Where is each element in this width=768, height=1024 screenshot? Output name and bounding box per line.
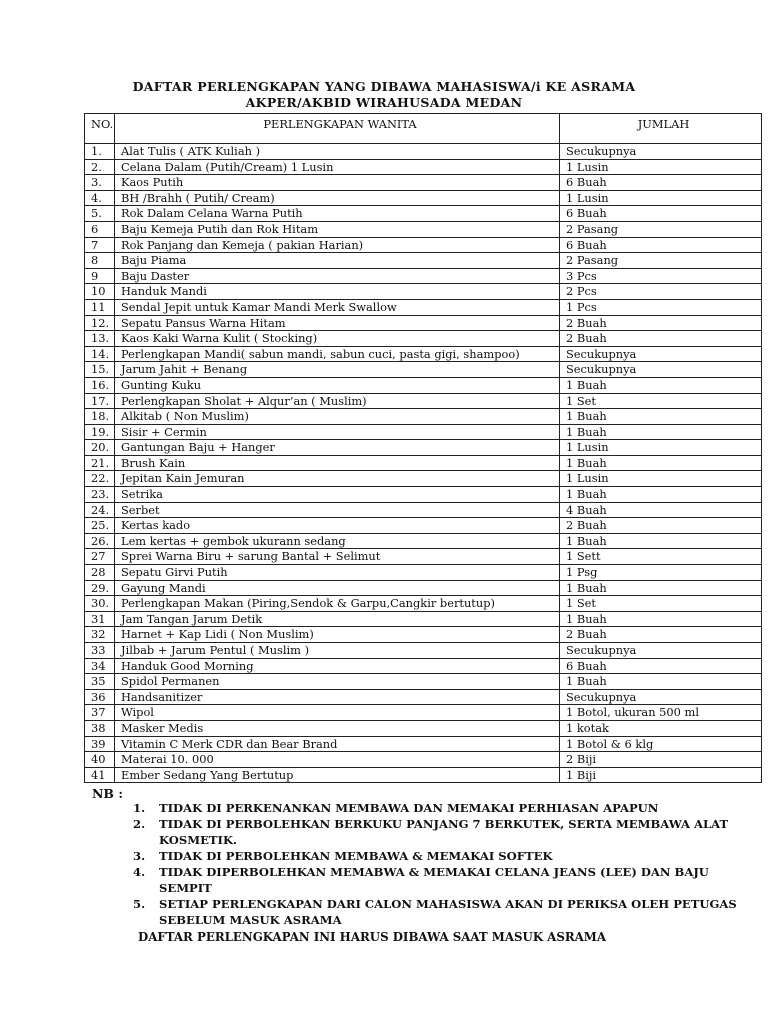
cell-no: 32 — [85, 627, 115, 643]
header-qty: JUMLAH — [560, 114, 762, 144]
cell-item: Gunting Kuku — [115, 377, 560, 393]
table-row — [85, 658, 762, 674]
cell-qty: 1 Buah — [560, 424, 762, 440]
cell-qty: 1 Buah — [560, 455, 762, 471]
cell-no: 16. — [85, 377, 115, 393]
cell-no: 4. — [85, 190, 115, 206]
cell-no: 5. — [85, 206, 115, 222]
cell-item: Vitamin C Merk CDR dan Bear Brand — [115, 736, 560, 752]
cell-no: 10 — [85, 284, 115, 300]
table-row — [85, 736, 762, 752]
note-number: 4. — [133, 865, 146, 879]
table-row — [85, 190, 762, 206]
cell-item: Sepatu Girvi Putih — [115, 565, 560, 581]
cell-item: Baju Kemeja Putih dan Rok Hitam — [115, 221, 560, 237]
cell-item: Lem kertas + gembok ukurann sedang — [115, 533, 560, 549]
cell-qty: 4 Buah — [560, 502, 762, 518]
cell-no: 15. — [85, 362, 115, 378]
cell-item: Baju Piama — [115, 253, 560, 269]
cell-qty: 2 Pasang — [560, 253, 762, 269]
table-row — [85, 643, 762, 659]
cell-qty: 2 Buah — [560, 331, 762, 347]
cell-qty: 3 Pcs — [560, 268, 762, 284]
cell-item: Sepatu Pansus Warna Hitam — [115, 315, 560, 331]
cell-no: 30. — [85, 596, 115, 612]
table-row — [85, 175, 762, 191]
cell-no: 41 — [85, 767, 115, 783]
cell-no: 21. — [85, 455, 115, 471]
cell-item: Jam Tangan Jarum Detik — [115, 611, 560, 627]
note-number: 3. — [133, 849, 146, 863]
table-row — [85, 346, 762, 362]
cell-item: Jepitan Kain Jemuran — [115, 471, 560, 487]
cell-item: Masker Medis — [115, 720, 560, 736]
note-text: SETIAP PERLENGKAPAN DARI CALON MAHASISWA AKAN DI PERIKSA OLEH PETUGAS SEBELUM MASUK ASRAMA — [159, 897, 737, 927]
cell-item: Sendal Jepit untuk Kamar Mandi Merk Swallow — [115, 299, 560, 315]
cell-qty: 1 Buah — [560, 580, 762, 596]
cell-no: 9 — [85, 268, 115, 284]
cell-item: Handuk Mandi — [115, 284, 560, 300]
cell-qty: Secukupnya — [560, 346, 762, 362]
cell-no: 34 — [85, 658, 115, 674]
table-row — [85, 580, 762, 596]
table-row — [85, 689, 762, 705]
note-item — [133, 848, 743, 864]
cell-qty: 1 Pcs — [560, 299, 762, 315]
table-row — [85, 284, 762, 300]
cell-qty: 1 Lusin — [560, 471, 762, 487]
note-item — [133, 800, 743, 816]
header-no: NO. — [85, 114, 115, 144]
cell-qty: 2 Buah — [560, 518, 762, 534]
cell-item: Kaos Kaki Warna Kulit ( Stocking) — [115, 331, 560, 347]
cell-qty: 2 Biji — [560, 752, 762, 768]
cell-no: 38 — [85, 720, 115, 736]
cell-no: 33 — [85, 643, 115, 659]
table-row — [85, 565, 762, 581]
table-row — [85, 720, 762, 736]
cell-qty: 1 Buah — [560, 674, 762, 690]
note-number: 1. — [133, 801, 146, 815]
table-row — [85, 471, 762, 487]
cell-item: Perlengkapan Mandi( sabun mandi, sabun cuci, pasta gigi, shampoo) — [115, 346, 560, 362]
document-title-line-1: DAFTAR PERLENGKAPAN YANG DIBAWA MAHASISWA/i KE ASRAMA — [132, 79, 636, 94]
cell-qty: 1 Psg — [560, 565, 762, 581]
cell-qty: 1 Buah — [560, 377, 762, 393]
cell-no: 19. — [85, 424, 115, 440]
cell-no: 11 — [85, 299, 115, 315]
note-text: TIDAK DI PERBOLEHKAN BERKUKU PANJANG 7 BERKUTEK, SERTA MEMBAWA ALAT KOSMETIK. — [159, 817, 729, 847]
table-row — [85, 377, 762, 393]
table-row — [85, 424, 762, 440]
cell-no: 23. — [85, 487, 115, 503]
document-title-line-2: AKPER/AKBID WIRAHUSADA MEDAN — [245, 95, 523, 110]
table-row — [85, 409, 762, 425]
table-row — [85, 518, 762, 534]
table-row — [85, 455, 762, 471]
table-row — [85, 440, 762, 456]
cell-no: 12. — [85, 315, 115, 331]
notes-list — [133, 800, 743, 928]
cell-item: Rok Panjang dan Kemeja ( pakian Harian) — [115, 237, 560, 253]
table-row — [85, 393, 762, 409]
cell-item: Rok Dalam Celana Warna Putih — [115, 206, 560, 222]
cell-qty: Secukupnya — [560, 643, 762, 659]
cell-qty: 2 Buah — [560, 315, 762, 331]
note-text: TIDAK DI PERBOLEHKAN MEMBAWA & MEMAKAI SOFTEK — [159, 849, 553, 863]
cell-no: 1. — [85, 144, 115, 160]
cell-no: 22. — [85, 471, 115, 487]
cell-qty: 1 Biji — [560, 767, 762, 783]
table-row — [85, 253, 762, 269]
cell-item: Gayung Mandi — [115, 580, 560, 596]
table-row — [85, 674, 762, 690]
cell-qty: 1 Botol & 6 klg — [560, 736, 762, 752]
cell-item: BH /Brahh ( Putih/ Cream) — [115, 190, 560, 206]
cell-qty: 1 Buah — [560, 487, 762, 503]
table-row — [85, 206, 762, 222]
table-row — [85, 315, 762, 331]
cell-qty: 1 Sett — [560, 549, 762, 565]
cell-qty: 1 Buah — [560, 611, 762, 627]
cell-qty: 6 Buah — [560, 658, 762, 674]
cell-item: Spidol Permanen — [115, 674, 560, 690]
cell-item: Jarum Jahit + Benang — [115, 362, 560, 378]
cell-item: Sisir + Cermin — [115, 424, 560, 440]
cell-no: 18. — [85, 409, 115, 425]
cell-qty: 1 kotak — [560, 720, 762, 736]
note-item — [133, 896, 743, 928]
table-row — [85, 502, 762, 518]
table-row — [85, 611, 762, 627]
cell-item: Harnet + Kap Lidi ( Non Muslim) — [115, 627, 560, 643]
cell-qty: Secukupnya — [560, 144, 762, 160]
note-number: 2. — [133, 817, 146, 831]
table-row — [85, 144, 762, 160]
notes-label: NB : — [92, 786, 123, 801]
cell-item: Gantungan Baju + Hanger — [115, 440, 560, 456]
cell-no: 25. — [85, 518, 115, 534]
cell-item: Baju Daster — [115, 268, 560, 284]
cell-item: Handuk Good Morning — [115, 658, 560, 674]
footer-note: DAFTAR PERLENGKAPAN INI HARUS DIBAWA SAAT MASUK ASRAMA — [138, 930, 607, 944]
table-row — [85, 331, 762, 347]
cell-no: 20. — [85, 440, 115, 456]
cell-item: Perlengkapan Makan (Piring,Sendok & Garpu,Cangkir bertutup) — [115, 596, 560, 612]
cell-no: 7 — [85, 237, 115, 253]
cell-no: 14. — [85, 346, 115, 362]
note-number: 5. — [133, 897, 146, 911]
cell-qty: 6 Buah — [560, 206, 762, 222]
table-row — [85, 159, 762, 175]
cell-qty: 2 Pcs — [560, 284, 762, 300]
cell-item: Alat Tulis ( ATK Kuliah ) — [115, 144, 560, 160]
table-row — [85, 487, 762, 503]
cell-item: Serbet — [115, 502, 560, 518]
cell-qty: 1 Set — [560, 596, 762, 612]
cell-no: 36 — [85, 689, 115, 705]
cell-qty: 1 Buah — [560, 533, 762, 549]
cell-item: Materai 10. 000 — [115, 752, 560, 768]
table-row — [85, 533, 762, 549]
cell-no: 2. — [85, 159, 115, 175]
cell-item: Celana Dalam (Putih/Cream) 1 Lusin — [115, 159, 560, 175]
cell-item: Setrika — [115, 487, 560, 503]
cell-item: Brush Kain — [115, 455, 560, 471]
cell-no: 29. — [85, 580, 115, 596]
cell-no: 31 — [85, 611, 115, 627]
cell-qty: 2 Pasang — [560, 221, 762, 237]
cell-no: 17. — [85, 393, 115, 409]
cell-item: Kaos Putih — [115, 175, 560, 191]
table-row — [85, 299, 762, 315]
cell-qty: 6 Buah — [560, 175, 762, 191]
note-text: TIDAK DIPERBOLEHKAN MEMABWA & MEMAKAI CELANA JEANS (LEE) DAN BAJU SEMPIT — [159, 865, 709, 895]
cell-qty: 1 Lusin — [560, 440, 762, 456]
note-text: TIDAK DI PERKENANKAN MEMBAWA DAN MEMAKAI PERHIASAN APAPUN — [159, 801, 659, 815]
cell-no: 27 — [85, 549, 115, 565]
note-item — [133, 864, 743, 896]
cell-qty: Secukupnya — [560, 362, 762, 378]
cell-qty: 1 Set — [560, 393, 762, 409]
cell-no: 6 — [85, 221, 115, 237]
table-body — [85, 144, 762, 783]
header-item: PERLENGKAPAN WANITA — [115, 114, 560, 144]
cell-qty: 1 Lusin — [560, 159, 762, 175]
cell-qty: 1 Buah — [560, 409, 762, 425]
cell-qty: 1 Lusin — [560, 190, 762, 206]
cell-no: 26. — [85, 533, 115, 549]
cell-no: 37 — [85, 705, 115, 721]
table-row — [85, 237, 762, 253]
cell-no: 35 — [85, 674, 115, 690]
table-row — [85, 596, 762, 612]
cell-no: 39 — [85, 736, 115, 752]
table-row — [85, 627, 762, 643]
cell-item: Ember Sedang Yang Bertutup — [115, 767, 560, 783]
cell-qty: 1 Botol, ukuran 500 ml — [560, 705, 762, 721]
cell-qty: 2 Buah — [560, 627, 762, 643]
table-row — [85, 767, 762, 783]
cell-item: Handsanitizer — [115, 689, 560, 705]
table-row — [85, 549, 762, 565]
cell-no: 8 — [85, 253, 115, 269]
cell-no: 13. — [85, 331, 115, 347]
cell-item: Jilbab + Jarum Pentul ( Muslim ) — [115, 643, 560, 659]
cell-qty: 6 Buah — [560, 237, 762, 253]
cell-no: 28 — [85, 565, 115, 581]
table-row — [85, 705, 762, 721]
cell-item: Alkitab ( Non Muslim) — [115, 409, 560, 425]
table-header-row — [85, 114, 762, 144]
cell-no: 3. — [85, 175, 115, 191]
table-row — [85, 752, 762, 768]
cell-no: 24. — [85, 502, 115, 518]
table-row — [85, 268, 762, 284]
cell-item: Perlengkapan Sholat + Alqur’an ( Muslim) — [115, 393, 560, 409]
cell-item: Wipol — [115, 705, 560, 721]
cell-no: 40 — [85, 752, 115, 768]
cell-item: Sprei Warna Biru + sarung Bantal + Selimut — [115, 549, 560, 565]
table-row — [85, 362, 762, 378]
note-item — [133, 816, 743, 848]
table-row — [85, 221, 762, 237]
equipment-table — [84, 113, 762, 783]
cell-qty: Secukupnya — [560, 689, 762, 705]
cell-item: Kertas kado — [115, 518, 560, 534]
